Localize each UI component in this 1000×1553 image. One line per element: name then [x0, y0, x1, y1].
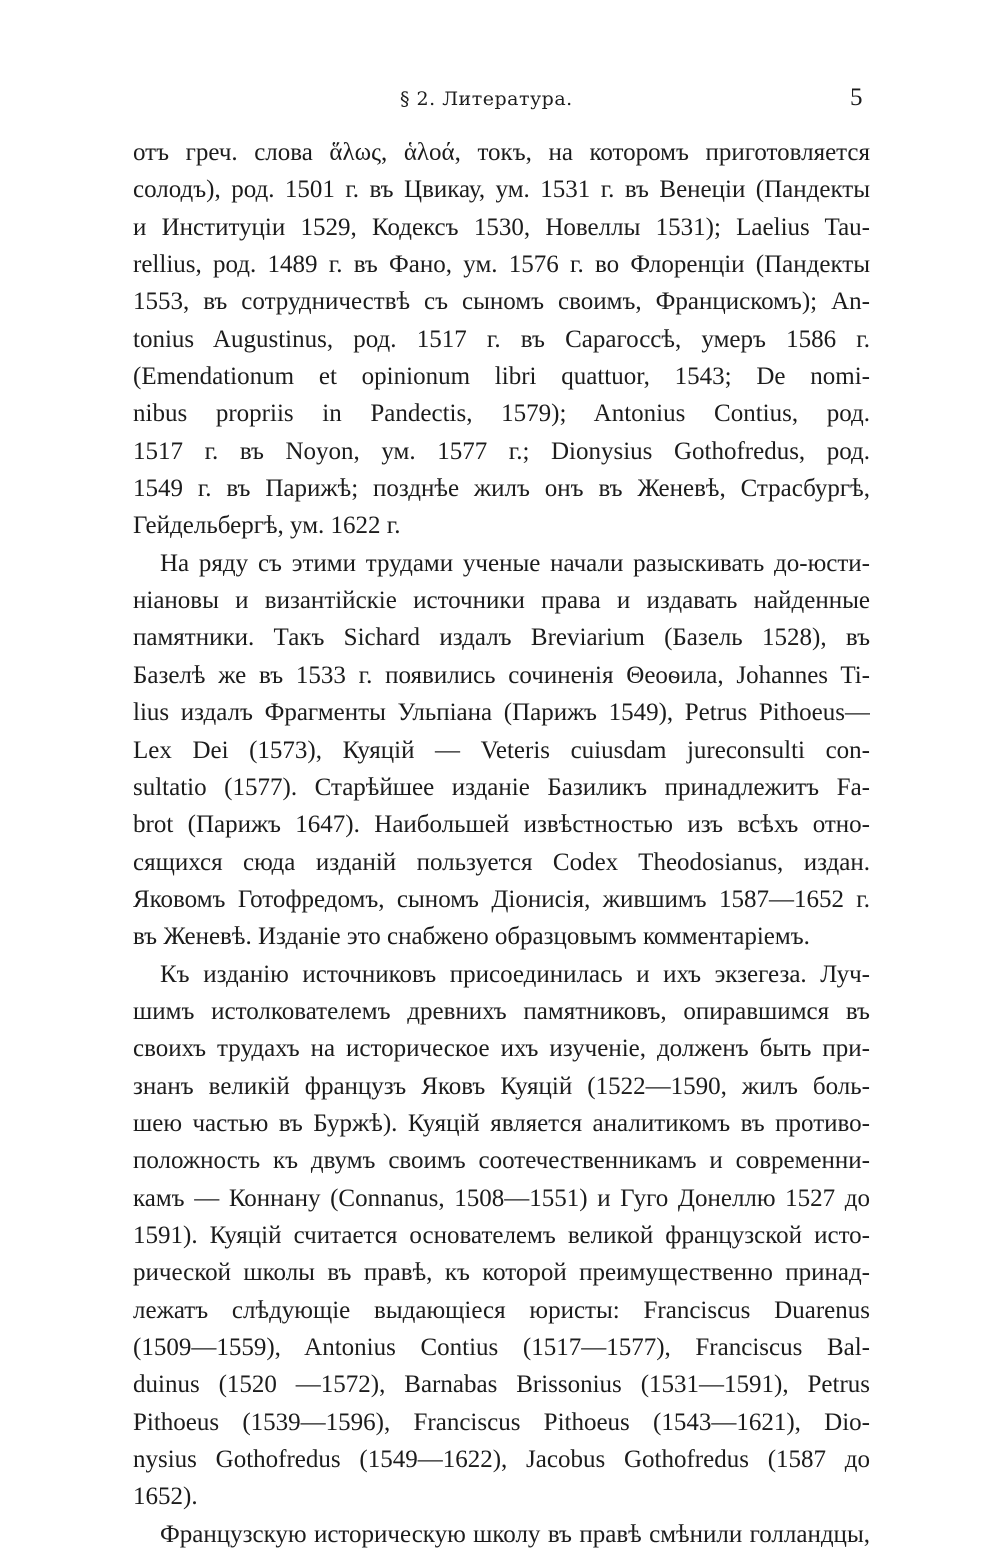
text-line: положность къ двумъ своимъ соотечественникамъ и современни- — [133, 1147, 870, 1175]
text-line: сящихся сюда изданій пользуется Codex Theodosianus, издан. — [133, 848, 870, 876]
paragraph-start-line: Къ изданію источниковъ присоединилась и ихъ экзегеза. Луч- — [160, 960, 870, 988]
text-line: 1591). Куяцій считается основателемъ великой французской исто- — [133, 1221, 870, 1249]
text-line: Pithoeus (1539—1596), Franciscus Pithoeus (1543—1621), Dio- — [133, 1408, 870, 1436]
body-text — [133, 134, 870, 1553]
paragraph-start-line: На ряду съ этими трудами ученые начали разыскивать до-юсти- — [160, 549, 870, 577]
text-line: своихъ трудахъ на историческое ихъ изученіе, долженъ быть при- — [133, 1035, 870, 1063]
text-line: въ Женевѣ. Изданіе это снабжено образцовымъ комментаріемъ. — [133, 923, 810, 951]
text-line: и Институціи 1529, Кодексъ 1530, Новеллы 1531); Laelius Tau- — [133, 213, 870, 241]
text-line: рической школы въ правѣ, къ которой преимущественно принад- — [133, 1259, 870, 1287]
running-head: § 2. Литература. — [400, 88, 573, 110]
text-line: камъ — Коннану (Connanus, 1508—1551) и Гуго Донеллю 1527 до — [133, 1184, 870, 1212]
text-line: лежатъ слѣдующіе выдающіеся юристы: Franciscus Duarenus — [133, 1296, 870, 1324]
text-line: памятники. Такъ Sichard издалъ Breviarium (Базель 1528), въ — [133, 624, 870, 652]
text-line: Lex Dei (1573), Куяцій — Veteris cuiusdam jureconsulti con- — [133, 736, 870, 764]
page-number: 5 — [850, 84, 863, 111]
paragraph-start-line: Французскую историческую школу въ правѣ смѣнили голландцы, — [160, 1520, 870, 1548]
text-line: brot (Парижъ 1647). Наибольшей извѣстностью изъ всѣхъ отно- — [133, 811, 870, 839]
text-line: 1652). — [133, 1483, 198, 1511]
text-line: Базелѣ же въ 1533 г. появились сочиненія Θеоѳила, Johannes Ti- — [133, 661, 870, 689]
text-line: nibus propriis in Pandectis, 1579); Antonius Contius, род. — [133, 400, 870, 428]
text-line: 1549 г. въ Парижѣ; позднѣе жилъ онъ въ Женевѣ, Страсбургѣ, — [133, 475, 870, 503]
text-line: шимъ истолкователемъ древнихъ памятниковъ, опиравшимся въ — [133, 997, 870, 1025]
text-line: 1517 г. въ Noyon, ум. 1577 г.; Dionysius Gothofredus, род. — [133, 437, 870, 465]
text-line: (1509—1559), Antonius Contius (1517—1577), Franciscus Bal- — [133, 1334, 870, 1361]
text-line: sultatio (1577). Старѣйшее изданіе Базиликъ принадлежитъ Fa- — [133, 773, 870, 801]
text-line: солодъ), род. 1501 г. въ Цвикау, ум. 1531 г. въ Венеціи (Пандекты — [133, 176, 870, 204]
text-line: ніановы и византійскіе источники права и издавать найденные — [133, 587, 870, 615]
text-line: rellius, род. 1489 г. въ Фано, ум. 1576 г. во Флоренціи (Пандекты — [133, 251, 870, 279]
text-line: nysius Gothofredus (1549—1622), Jacobus Gothofredus (1587 до — [133, 1446, 870, 1474]
text-line: duinus (1520 —1572), Barnabas Brissonius (1531—1591), Petrus — [133, 1371, 870, 1399]
text-line: шею частью въ Буржѣ). Куяцій является аналитикомъ въ противо- — [133, 1109, 870, 1137]
text-line: Гейдельбергѣ, ум. 1622 г. — [133, 512, 401, 540]
text-line: знанъ великій французъ Яковъ Куяцій (1522—1590, жилъ боль- — [133, 1072, 870, 1100]
page-header — [0, 84, 1000, 118]
text-line: tonius Augustinus, род. 1517 г. въ Сарагоссѣ, умеръ 1586 г. — [133, 325, 870, 353]
text-line: (Emendationum et opinionum libri quattuor, 1543; De nomi- — [133, 363, 870, 391]
text-line: Яковомъ Готофредомъ, сыномъ Діонисія, жившимъ 1587—1652 г. — [133, 885, 870, 913]
text-line: отъ греч. слова ἅλως, ἁλοά, токъ, на которомъ приготовляется — [133, 139, 870, 166]
text-line: 1553, въ сотрудничествѣ съ сыномъ своимъ, Францискомъ); An- — [133, 288, 870, 316]
text-line: lius издалъ Фрагменты Ульпіана (Парижъ 1549), Petrus Pithoeus— — [133, 699, 870, 727]
